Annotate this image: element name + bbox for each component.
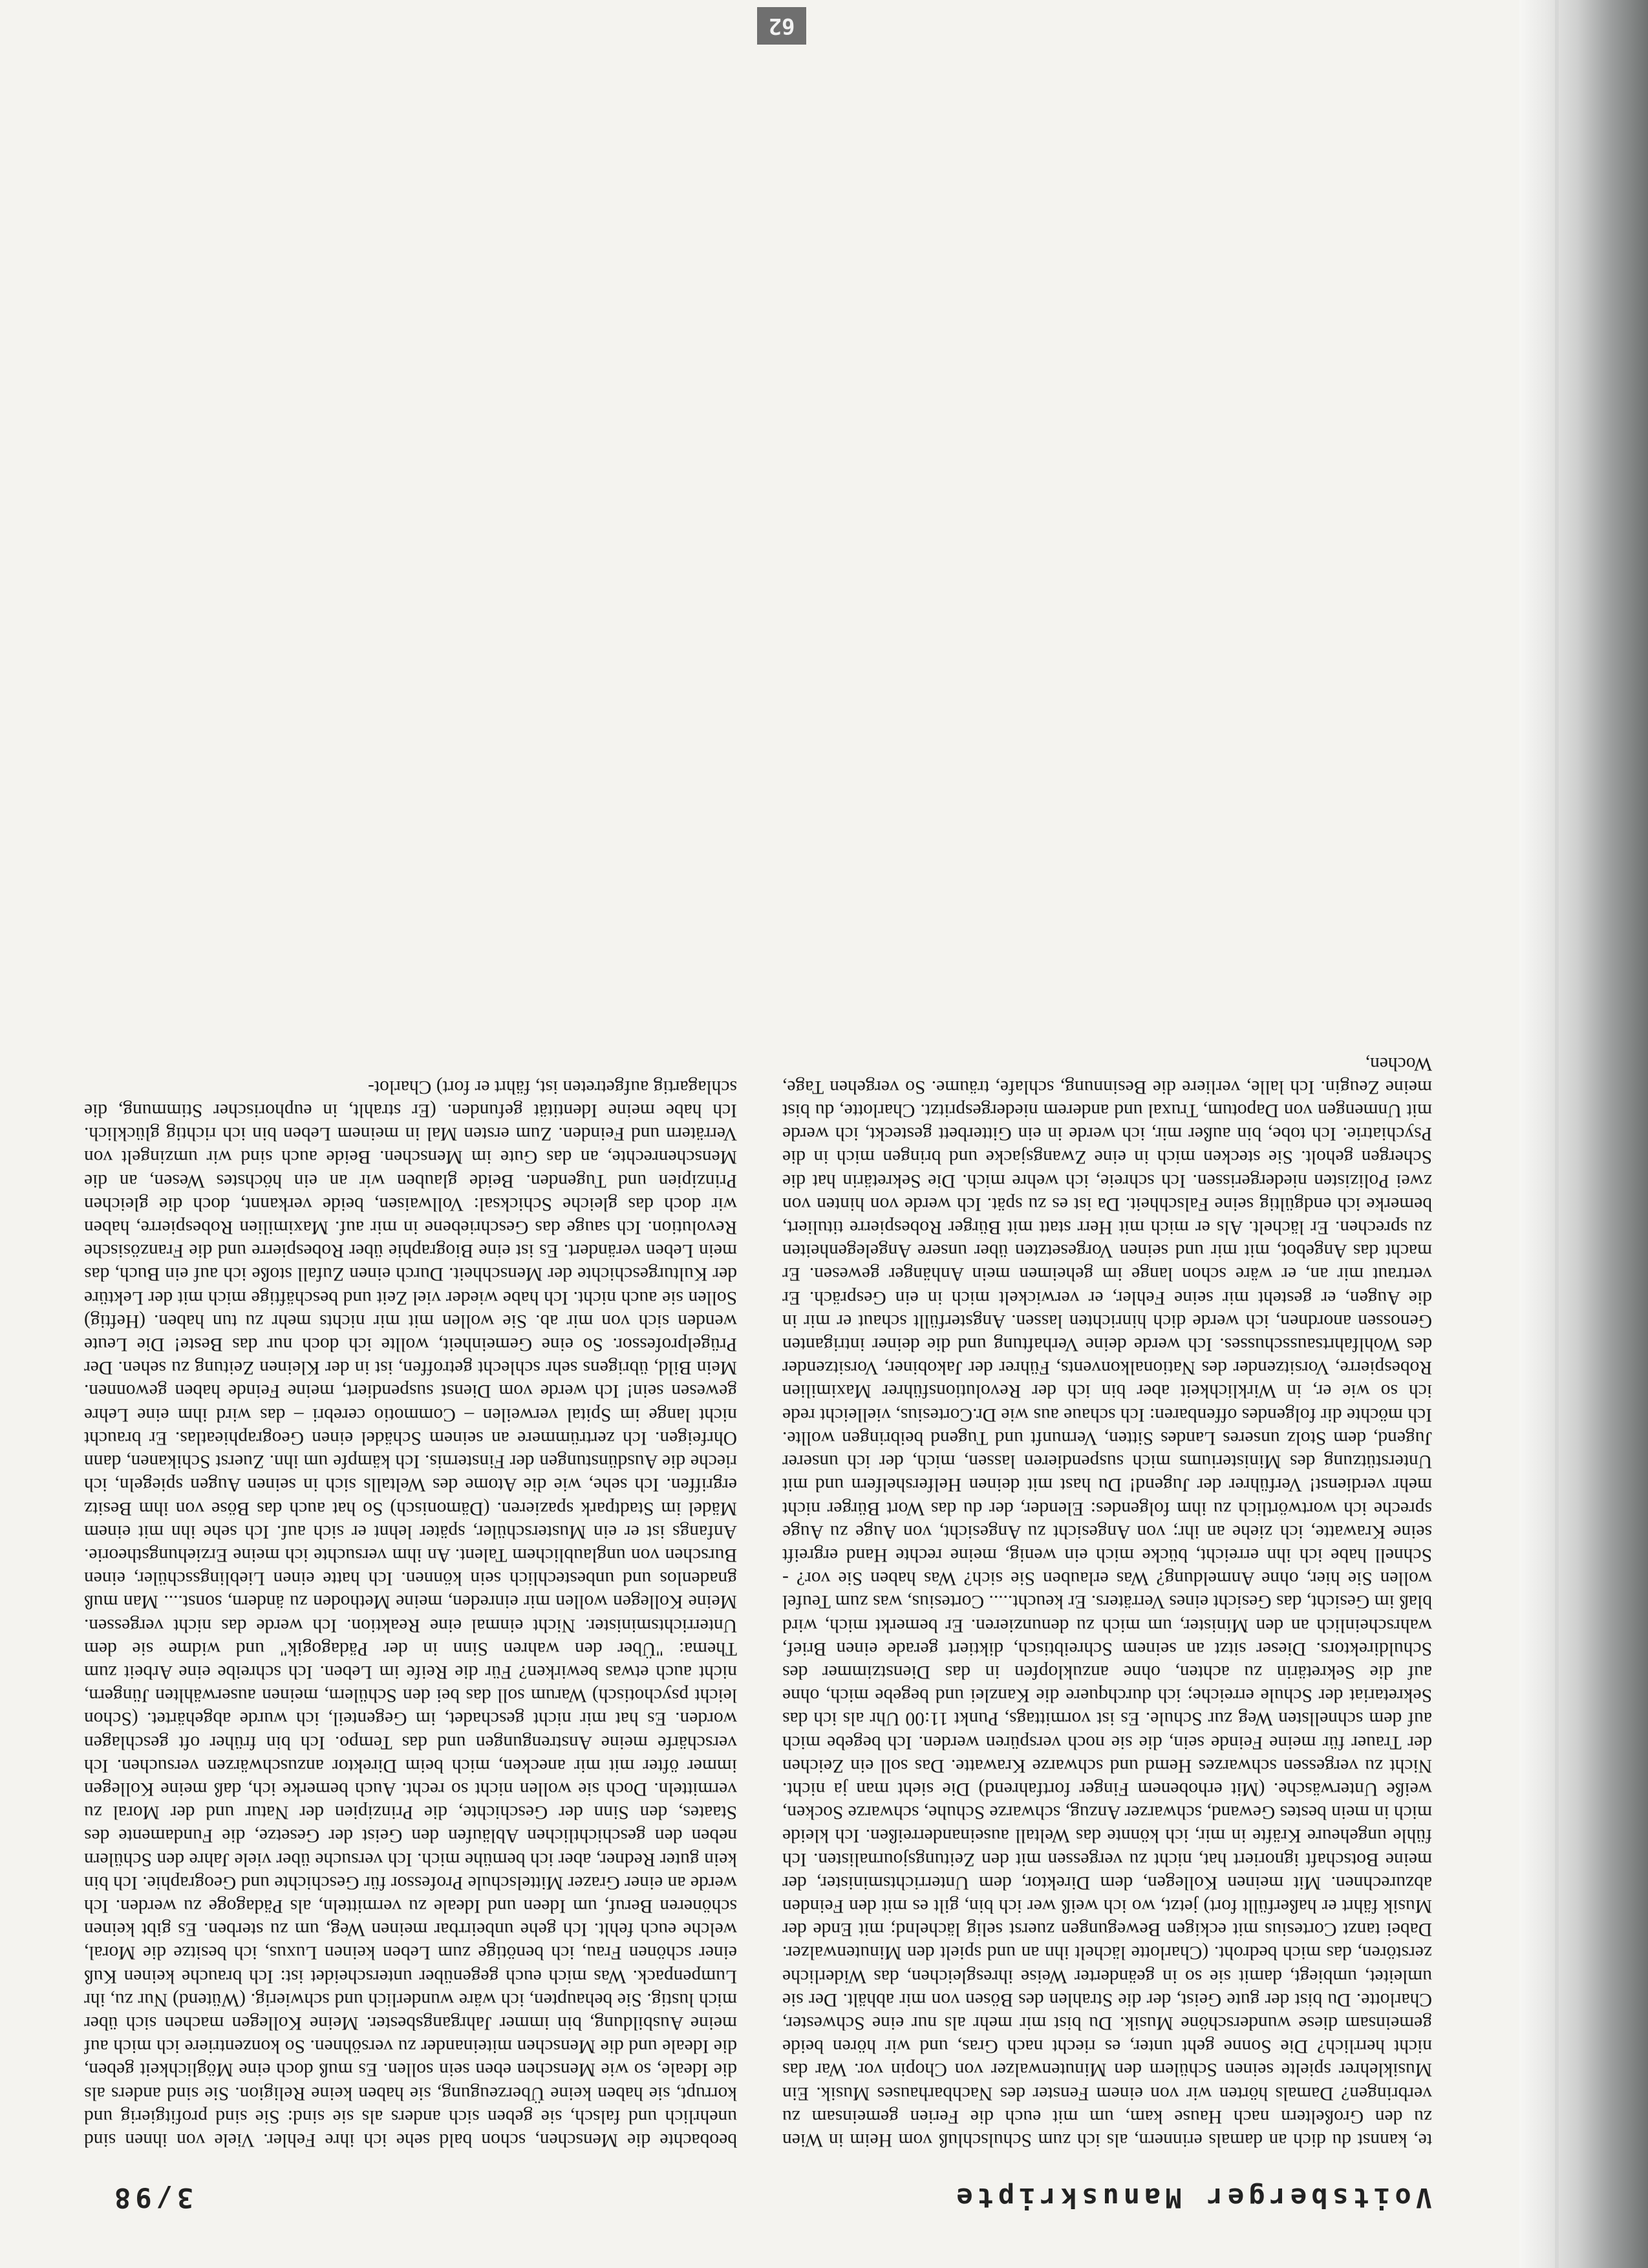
running-head-issue: 3/98	[110, 2182, 194, 2214]
binding-margin	[1519, 0, 1648, 2268]
page-number: 62	[757, 7, 806, 45]
magazine-page	[26, 0, 1493, 2268]
column-right-text: beobachte die Menschen, schon bald sehe ich ihre Fehler. Viele von ihnen sind unehrlich und falsch, sie geben sich anders als sie sind: Sie sind profitgierig und korrupt, sie haben keine Überzeugung, sie haben keine Religion. Sie sind anders als die Ideale, so wie Menschen eben sein sollen. Es muß doch eine Möglichkeit geben, die Ideale und die Menschen miteinander zu versöhnen. So konzentriere ich mich auf meine Ausbildung, bin immer Jahrgangsbester. Meine Kollegen machen sich über mich lustig. Sie behaupten, ich wäre wunderlich und schwierig. (Wütend) Nur zu, ihr Lumpenpack. Was mich euch gegenüber unterscheidet ist: Ich brauche keinen Kuß einer schönen Frau, ich benötige zum Leben keinen Luxus, ich besitze die Moral, welche euch fehlt. Ich gehe unbeirrbar meinen Weg, um zu sterben. Es gibt keinen schöneren Beruf, um Ideen und Ideale zu vermitteln, als Pädagoge zu werden. Ich werde an einer Grazer Mittelschule Professor für Geschichte und Geographie. Ich bin kein guter Redner, aber ich bemühe mich. Ich versuche über viele Jahre den Schülern neben den geschichtlichen Abläufen den Geist der Gesetze, die Fundamente des Staates, den Sinn der Geschichte, die Prinzipien der Natur und der Moral zu vermitteln. Doch sie wollen nicht so recht. Auch bemerke ich, daß meine Kollegen immer öfter mit mir anecken, mich beim Direktor anzuschwärzen versuchen. Ich verschärfe meine Anstrengungen und das Tempo. Ich bin früher oft geschlagen worden. Es hat mir nicht geschadet, im Gegenteil, ich wurde abgehärtet. (Schon leicht psychotisch) Warum soll das bei den Schülern, meinen auserwählten Jüngern, nicht auch etwas bewirken? Für die Reife im Leben. Ich schreibe eine Arbeit zum Thema: "Über den wahren Sinn in der Pädagogik" und widme sie dem Unterrichtsminister. Nicht einmal eine Reaktion. Ich werde das nicht vergessen. Meine Kollegen wollen mir einreden, meine Methoden zu ändern, sonst.... Man muß gnadenlos und unbestechlich sein können. Ich hatte einen Lieblingsschüler, einen Burschen von unglaublichem Talent. An ihm versuchte ich meine Erziehungstheorie. Anfangs ist er ein Musterschüler, später lehnt er sich auf. Ich sehe ihn mit einem Mädel im Stadtpark spazieren. (Dämonisch) So hat auch das Böse von ihm Besitz ergriffen. Ich sehe, wie die Atome des Weltalls sich in seinen Augen spiegeln, ich rieche die Ausdünstungen der Finsternis. Ich kämpfe um ihn. Zuerst Schikanen, dann Ohrfeigen. Ich zertrümmere an seinem Schädel einen Geographieatlas. Er braucht nicht lange im Spital verweilen – Commotio cerebri – das wird ihm eine Lehre gewesen sein! Ich werde vom Dienst suspendiert, meine Feinde haben gewonnen. Mein Bild, übrigens sehr schlecht getroffen, ist in der Kleinen Zeitung zu sehen. Der Prügelprofessor. So eine Gemeinheit, wollte ich doch nur das Beste! Die Leute wenden sich von mir ab. Sie wollen mit mir nichts mehr zu tun haben. (Heftig) Sollen sie auch nicht. Ich habe wieder viel Zeit und beschäftige mich mit der Lektüre der Kulturgeschichte der Menschheit. Durch einen Zufall stoße ich auf ein Buch, das mein Leben verändert. Es ist eine Biographie über Robespierre und die Französische Revolution. Ich sauge das Geschriebene in mir auf. Maximilien Robespierre, haben wir doch das gleiche Schicksal: Vollwaisen, beide verkannt, doch die gleichen Prinzipien und Tugenden. Beide glauben wir an ein höchstes Wesen, an die Menschenrechte, an das Gute im Menschen. Beide auch sind wir umzingelt von Verrätern und Feinden. Zum ersten Mal in meinem Leben bin ich richtig glücklich. Ich habe meine Identität gefunden. (Er strahlt, in euphorischer Stimmung, die schlagartig aufgetreten ist, fährt er fort) Charlot-	[79, 1076, 737, 2150]
text-column-left	[777, 167, 1432, 2152]
running-head-title: Voitsberger Manuskripte	[952, 2182, 1432, 2214]
text-column-right	[79, 167, 737, 2152]
column-left-text: te, kannst du dich an damals erinnern, als ich zum Schulschluß vom Heim in Wien zu den Großeltern nach Hause kam, um mit euch die Ferien gemeinsam zu verbringen? Damals hörten wir von einem Fenster des Nachbarhauses Musik. Ein Musiklehrer spielte seinen Schülern den Minutenwalzer von Chopin vor. War das nicht herrlich? Die Sonne geht unter, es riecht nach Gras, und wir hören beide gemeinsam diese wunderschöne Musik. Du bist mir mehr als nur eine Schwester, Charlotte. Du bist der gute Geist, der die Strahlen des Bösen von mir abhält. Der sie umleitet, umbiegt, damit sie so in geänderter Weise ihresgleichen, das Widerliche zerstören, das mich bedroht. (Charlotte lächelt ihn an und spielt den Minutenwalzer. Dabei tanzt Cortesius mit eckigen Bewegungen zuerst selig lächelnd; mit Ende der Musik fährt er haßerfüllt fort) jetzt, wo ich weiß wer ich bin, gilt es mit den Feinden abzurechnen. Mit meinen Kollegen, dem Direktor, dem Unterrichtsminister, der meine Botschaft ignoriert hat, nicht zu vergessen mit den Zeitungsjournalisten. Ich fühle ungeheure Kräfte in mir, ich könnte das Weltall auseinanderreißen. Ich kleide mich in mein bestes Gewand, schwarzer Anzug, schwarze Schuhe, schwarze Socken, weiße Unterwäsche. (Mit erhobenem Finger fortfahrend) Die sieht man ja nicht. Nicht zu vergessen schwarzes Hemd und schwarze Krawatte. Das soll ein Zeichen der Trauer für meine Feinde sein, die sie noch verspüren werden. Ich begebe mich auf dem schnellsten Weg zur Schule. Es ist vormittags, Punkt 11:00 Uhr als ich das Sekretariat der Schule erreiche; ich durchquere die Kanzlei und begebe mich, ohne auf die Sekretärin zu achten, ohne anzuklopfen in das Dienstzimmer des Schuldirektors. Dieser sitzt an seinem Schreibtisch, diktiert gerade einen Brief, wahrscheinlich an den Minister, um mich zu denunzieren. Er bemerkt mich, wird blaß im Gesicht, das Gesicht eines Verräters. Er keucht..... Cortesius, was zum Teufel wollen Sie hier, ohne Anmeldung? Was erlauben Sie sich? Was haben Sie vor? - Schnell habe ich ihn erreicht, bücke mich ein wenig, meine rechte Hand ergreift seine Krawatte, ich ziehe an ihr; von Angesicht zu Angesicht, von Auge zu Auge spreche ich wortwörtlich zu ihm folgendes: Elender, der du das Wort Bürger nicht mehr verdienst! Verführer der Jugend! Du hast mit deinen Helfershelfern und mit Unterstützung des Ministeriums mich suspendieren lassen, mich, der ich unserer Jugend, dem Stolz unseres Landes Sitten, Vernunft und Tugend beibringen wollte. Ich möchte dir folgendes offenbaren: Ich schaue aus wie Dr.Cortesius, vielleicht rede ich so wie er, in Wirklichkeit aber bin ich der Revolutionsführer Maximilien Robespierre, Vorsitzender des Nationalkonvents, Führer der Jakobiner, Vorsitzender des Wohlfahrtsausschusses. Ich werde deine Verhaftung und die deiner intriganten Genossen anordnen, ich werde dich hinrichten lassen. Angsterfüllt schaut er mir in die Augen, er gesteht mir seine Fehler, er verwickelt mich in ein Gespräch. Er vertraut mir an, er wäre schon lange im geheimen mein Anhänger gewesen. Er macht das Angebot, mit mir und seinen Vorgesetzten über unsere Angelegenheiten zu sprechen. Er lächelt. Als er mich mit Herr statt mit Bürger Robespierre tituliert, bemerke ich endgültig seine Falschheit. Da ist es zu spät. Ich werde von hinten von zwei Polizisten niedergerissen. Ich schreie, ich wehre mich. Die Sekretärin hat die Schergen geholt. Sie stecken mich in eine Zwangsjacke und bringen mich in die Psychiatrie. Ich tobe, bin außer mir, ich werde in ein Gitterbett gesteckt, ich werde mit Unmengen von Dapotum, Truxal und anderem niedergespritzt. Charlotte, du bist meine Zeugin. Ich lalle, verliere die Besinnung, schlafe, träume. So vergehen Tage, Wochen,	[777, 1053, 1432, 2150]
